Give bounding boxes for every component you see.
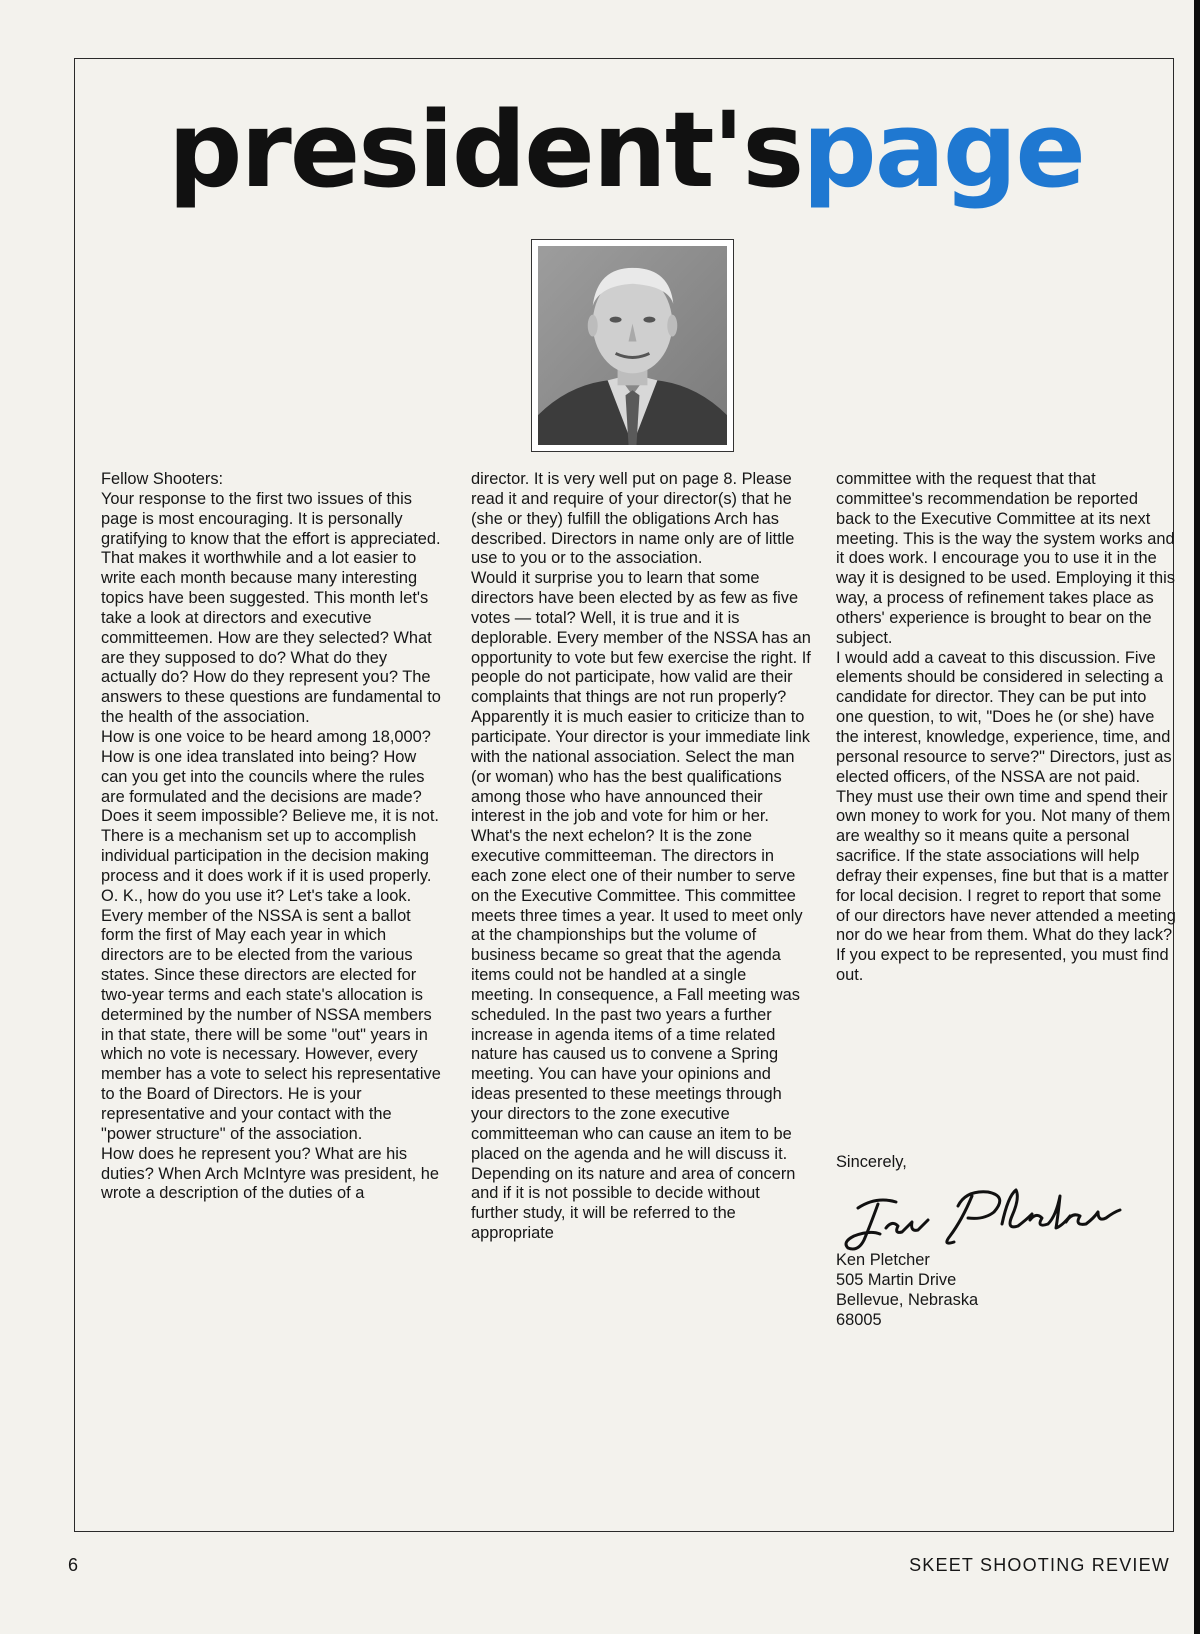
- title-word-page: page: [802, 89, 1084, 211]
- signature-text: Ken Pletcher: [836, 1176, 842, 1177]
- scan-edge: [1194, 0, 1200, 1634]
- closing-salutation: Sincerely,: [836, 1153, 907, 1171]
- article-column-2: director. It is very well put on page 8. Please read it and require of your director(s) that he (she or they) fulfill the obligations Arch has described. Directors in name only are of little use to you or to the association. Would it surprise you to learn that some directors have been elected by as few as five votes — total? Well, it is true and it is deplorable. Every member of the NSSA has an opportunity to vote but few exercise the right. If people do not participate, how valid are their complaints that things are not run properly? Apparently it is much easier to criticize than to participate. Your director is your immediate link with the national association. Select the man (or woman) who has the best qualifications among those who have announced their interest in the job and vote for him or her. What's the next echelon? It is the zone executive committeeman. The directors in each zone elect one of their number to serve on the Executive Committee. This committee meets three times a year. It used to meet only at the championships but the volume of business became so great that the agenda items could not be handled at a single meeting. In consequence, a Fall meeting was scheduled. In the past two years a further increase in agenda items of a time related nature has caused us to convene a Spring meeting. You can have your opinions and ideas presented to these meetings through your directors to the zone executive committeeman who can cause an item to be placed on the agenda and he will discuss it. Depending on its nature and area of concern and if it is not possible to decide without further study, it will be referred to the appropriate: [471, 470, 811, 1243]
- publication-name: SKEET SHOOTING REVIEW: [909, 1555, 1170, 1575]
- signer-name: Ken Pletcher: [836, 1251, 930, 1269]
- signature-image: [836, 1176, 1126, 1260]
- signer-block: [836, 1250, 1156, 1330]
- title-word-presidents: president's: [168, 89, 803, 211]
- article-column-1: Fellow Shooters: Your response to the first two issues of this page is most encouraging. It is personally gratifying to know that the effort is appreciated. That makes it worthwhile and a lot easier to write each month because many interesting topics have been suggested. This month let's take a look at directors and executive committeemen. How are they selected? What are they supposed to do? What do they actually do? How do they represent you? The answers to these questions are fundamental to the health of the association. How is one voice to be heard among 18,000? How is one idea translated into being? How can you get into the councils where the rules are formulated and the decisions are made? Does it seem impossible? Believe me, it is not. There is a mechanism set up to accomplish individual participation in the decision making process and it does work if it is used properly. O. K., how do you use it? Let's take a look. Every member of the NSSA is sent a ballot form the first of May each year in which directors are to be elected from the various states. Since these directors are elected for two-year terms and each state's allocation is determined by the number of NSSA members in that state, there will be some "out" years in which no vote is necessary. However, every member has a vote to select his representative to the Board of Directors. He is your representative and your contact with the "power structure" of the association. How does he represent you? What are his duties? When Arch McIntyre was president, he wrote a description of the duties of a: [101, 470, 441, 1203]
- page-number: 6: [68, 1555, 79, 1575]
- page-title: [168, 89, 1084, 211]
- portrait-photo: [531, 239, 734, 452]
- signer-address: 505 Martin Drive Bellevue, Nebraska 68005: [836, 1271, 979, 1329]
- article-column-3: committee with the request that that committee's recommendation be reported back to the Executive Committee at its next meeting. This is the way the system works and it does work. I encourage you to use it in the way it is designed to be used. Employing it this way, a process of refinement takes place as others' experience is brought to bear on the subject. I would add a caveat to this discussion. Five elements should be considered in selecting a candidate for director. They can be put into one question, to wit, "Does he (or she) have the interest, knowledge, experience, time, and personal resource to serve?" Directors, just as elected officers, of the NSSA are not paid. They must use their own time and spend their own money to work for you. Not many of them are wealthy so it means quite a personal sacrifice. If the state associations will help defray their expenses, fine but that is a matter for local decision. I regret to report that some of our directors have never attended a meeting nor do we hear from them. What do they lack? If you expect to be represented, you must find out.: [836, 470, 1176, 985]
- portrait-photo-icon: [538, 246, 727, 445]
